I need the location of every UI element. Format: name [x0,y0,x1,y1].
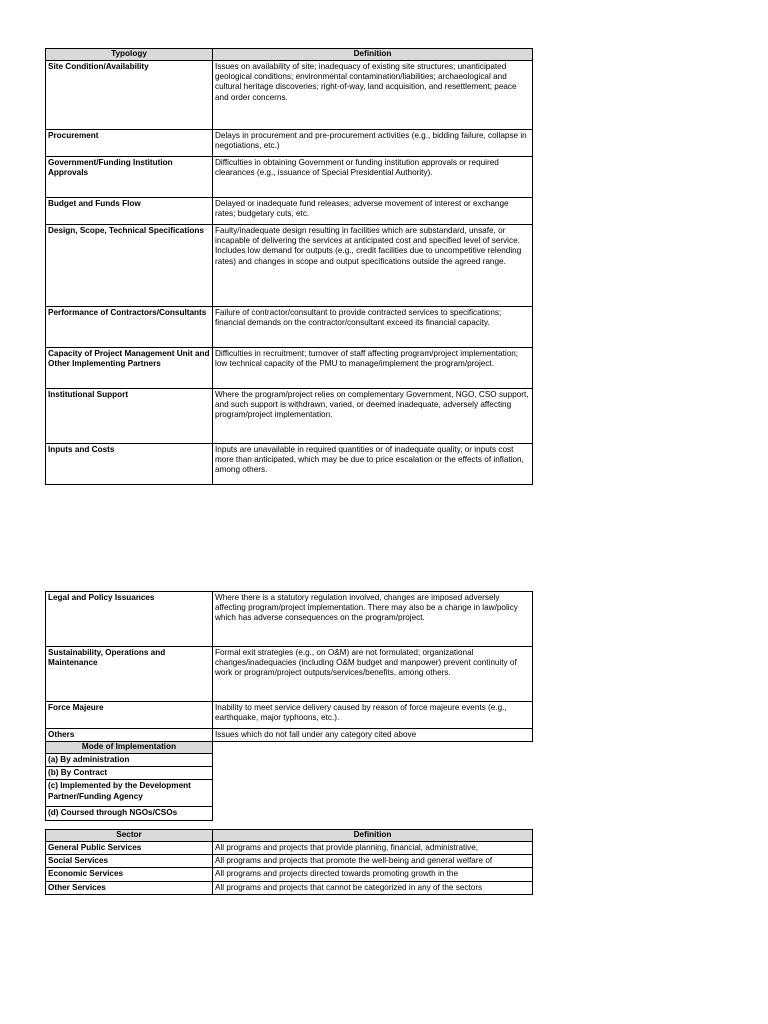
table-row [46,881,533,894]
typology-definition: Where there is a statutory regulation involved, changes are imposed adversely affecting program/project implementation. There may also be a change in law/policy which has adverse consequences on the program/project. [213,592,533,647]
typology-name: Site Condition/Availability [46,61,213,130]
mode-item: (b) By Contract [46,767,213,780]
list-item [46,767,213,780]
typology-definition: Inability to meet service delivery caused by reason of force majeure events (e.g., earthquake, major typhoons, etc.). [213,702,533,729]
typology-name: Capacity of Project Management Unit and Other Implementing Partners [46,348,213,389]
typology-definition: Delayed or inadequate fund releases; adverse movement of interest or exchange rates; budgetary cuts, etc. [213,198,533,225]
table-row [46,61,533,130]
typology-definition: Inputs are unavailable in required quantities or of inadequate quality, or inputs cost more than anticipated, which may be due to price escalation or the effects of inflation, among others. [213,444,533,485]
mode-header: Mode of Implementation [46,742,213,754]
table-row [46,389,533,444]
typology-definition: Issues which do not fall under any category cited above [213,729,533,742]
list-item [46,754,213,767]
sector-definition: All programs and projects that provide planning, financial, administrative, [213,842,533,855]
table-row [46,348,533,389]
mode-item: (d) Coursed through NGOs/CSOs [46,807,213,820]
sector-name: Social Services [46,855,213,868]
sector-definition: All programs and projects directed towards promoting growth in the [213,868,533,881]
sector-name: Other Services [46,881,213,894]
table-row [46,198,533,225]
sector-name: Economic Services [46,868,213,881]
typology-name: Force Majeure [46,702,213,729]
typology-name: Performance of Contractors/Consultants [46,307,213,348]
typology-header: Typology [46,49,213,61]
mode-item: (a) By administration [46,754,213,767]
mode-item: (c) Implemented by the Development Partner/Funding Agency [46,780,213,807]
sector-header: Sector [46,830,213,842]
sector-table [45,829,533,895]
typology-name: Procurement [46,130,213,157]
typology-definition: Faulty/inadequate design resulting in facilities which are substandard, unsafe, or incapable of delivering the services at anticipated cost and specified level of service. Includes low demand for outputs (e.g., credit facilities due to uncompetitive relending rates) and changes in scope and output specifications outside the agreed range. [213,225,533,307]
table-row [46,729,533,742]
typology-name: Government/Funding Institution Approvals [46,157,213,198]
typology-definition: Formal exit strategies (e.g., on O&M) are not formulated; organizational changes/inadequacies (including O&M budget and manpower) prevent continuity of work or program/project outputs/services/benefits, among others. [213,647,533,702]
list-item [46,807,213,820]
table-row [46,855,533,868]
typology-definition: Failure of contractor/consultant to provide contracted services to specifications; financial demands on the contractor/consultant exceed its financial capacity. [213,307,533,348]
sector-definition-header: Definition [213,830,533,842]
definition-header: Definition [213,49,533,61]
typology-definition: Difficulties in recruitment; turnover of staff affecting program/project implementation; low technical capacity of the PMU to manage/implement the program/project. [213,348,533,389]
table-row [46,868,533,881]
typology-name: Sustainability, Operations and Maintenance [46,647,213,702]
typology-name: Design, Scope, Technical Specifications [46,225,213,307]
table-row [46,592,533,647]
typology-definition: Difficulties in obtaining Government or funding institution approvals or required clearances (e.g., issuance of Special Presidential Authority). [213,157,533,198]
typology-definition: Delays in procurement and pre-procurement activities (e.g., bidding failure, collapse in negotiations, etc.) [213,130,533,157]
typology-name: Inputs and Costs [46,444,213,485]
mode-table [45,741,213,821]
table-row [46,702,533,729]
typology-table [45,48,533,485]
sector-name: General Public Services [46,842,213,855]
table-row [46,307,533,348]
typology-definition: Where the program/project relies on complementary Government, NGO, CSO support, and such support is withdrawn, varied, or deemed inadequate, adversely affecting program/project implementation. [213,389,533,444]
table-row [46,225,533,307]
table-row [46,842,533,855]
typology-definition: Issues on availability of site; inadequacy of existing site structures; unanticipated geological conditions; environmental contamination/liabilities; archaeological and cultural heritage discoveries; right-of-way, land acquisition, and resettlement; peace and order concerns. [213,61,533,130]
list-item [46,780,213,807]
typology-table-continued [45,591,533,742]
table-row [46,157,533,198]
typology-name: Others [46,729,213,742]
table-row [46,444,533,485]
typology-name: Budget and Funds Flow [46,198,213,225]
typology-name: Institutional Support [46,389,213,444]
sector-definition: All programs and projects that promote the well-being and general welfare of [213,855,533,868]
table-row [46,130,533,157]
sector-definition: All programs and projects that cannot be categorized in any of the sectors [213,881,533,894]
table-row [46,647,533,702]
typology-name: Legal and Policy Issuances [46,592,213,647]
